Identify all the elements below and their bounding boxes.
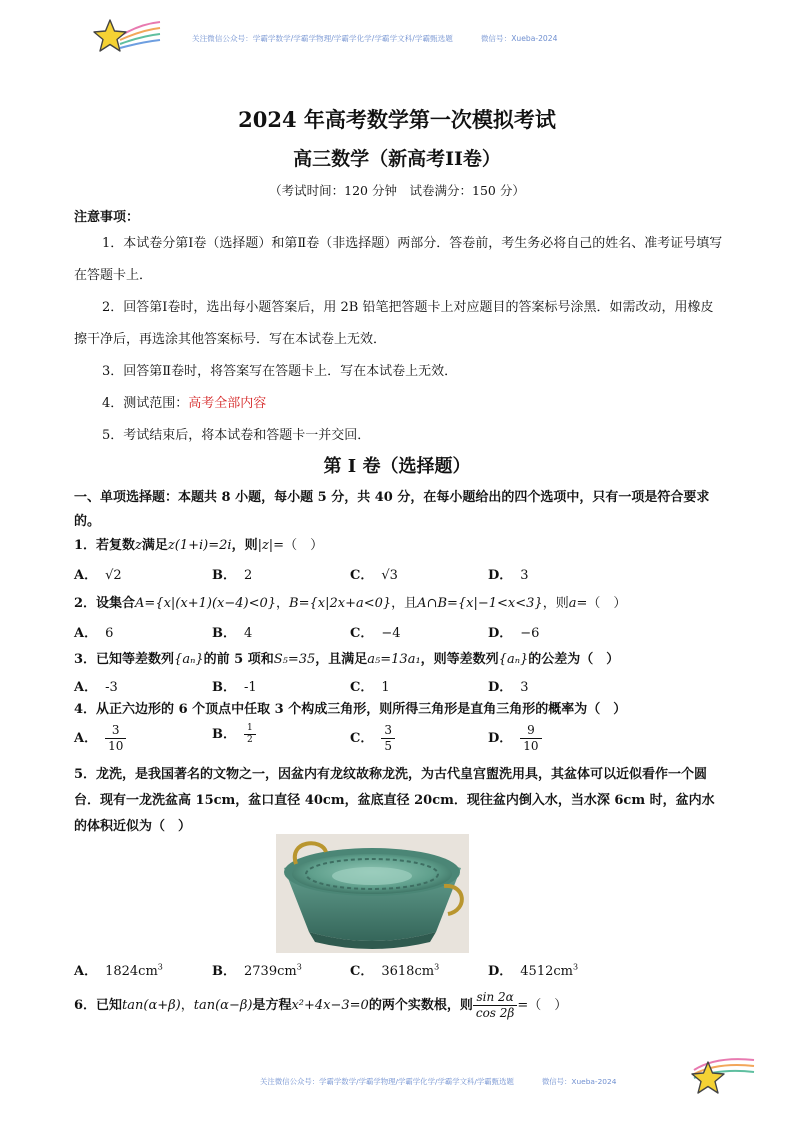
option-b: B． -1 [212,680,257,695]
exam-subtitle: 高三数学（新高考II卷） [293,148,501,170]
test-scope: 高考全部内容 [188,396,267,411]
question-2: 2．设集合A={x|(x+1)(x−4)<0}，B={x|2x+a<0}，且A∩B={x|−1<x<3}，则a=（ ） [74,596,627,611]
header-promo-text [192,33,557,44]
question-3: 3．已知等差数列{aₙ}的前 5 项和S₅=35，且满足a₅=13a₁，则等差数列{aₙ}的公差为（ ） [74,652,620,667]
section-title: 第 I 卷（选择题） [323,456,471,477]
option-a: A． √2 [74,568,122,583]
star-logo-icon [90,14,162,60]
question-4-options [74,720,724,760]
question-1: 1．若复数z满足z(1+i)=2i，则|z|=（ ） [74,538,324,553]
q6-fraction: $\frac{\sin 2\alpha}{\cos 2\beta}$ [473,990,518,1021]
option-a: A． $\frac{3}{10}$ [74,723,126,754]
option-b: B． 2 [212,568,253,583]
option-c: C． √3 [350,568,398,583]
option-c: C． 1 [350,680,390,695]
option-d: D． 3 [488,680,529,695]
option-c: C． $3618cm^3$ [350,962,440,979]
option-c: C． −4 [350,626,401,641]
option-b: B． $2739cm^3$ [212,962,302,979]
footer-wechat-id: 微信号：Xueba-2024 [541,1077,617,1086]
exam-title: 2024 年高考数学第一次模拟考试 [238,107,556,132]
section-instruction: 一、单项选择题：本题共 8 小题，每小题 5 分，共 40 分，在每小题给出的四个选项中，只有一项是符合要求的。 [74,490,710,529]
option-a: A． $1824cm^3$ [74,962,163,979]
option-a: A． -3 [74,680,118,695]
question-5-options [74,960,724,986]
footer-banner-text: 关注微信公众号：学霸学数学/学霸学物理/学霸学化学/学霸学文科/学霸甄选题 [260,1077,514,1086]
question-1-options [74,564,724,590]
dragon-basin-icon [276,834,469,953]
note-item-2: 2．回答第Ⅰ卷时，选出每小题答案后，用 2B 铅笔把答题卡上对应题目的答案标号涂黑．如需改动，用橡皮擦干净后，再选涂其他答案标号．写在本试卷上无效． [74,300,714,347]
exam-info: （考试时间：120 分钟 试卷满分：150 分） [269,183,525,198]
star-logo-icon [686,1052,762,1096]
option-b: B． $\frac{1}{2}$ [212,723,256,746]
question-5: 5．龙洗，是我国著名的文物之一，因盆内有龙纹故称龙洗，为古代皇宫盥洗用具，其盆体可以近似看作一个圆台．现有一龙洗盆高 15cm，盆口直径 40cm，盆底直径 20cm．现往盆内倒入水，当水深 6cm 时，盆内水的体积近似为（ ） [74,767,715,834]
notes-heading: 注意事项： [74,210,140,225]
question-2-options [74,622,724,648]
option-b: B． 4 [212,626,253,641]
question-6: 6．已知tan(α+β)，tan(α−β)是方程x²+4x−3=0的两个实数根，则 $\frac{\sin 2\alpha}{\cos 2\beta}$ =（ ） [74,990,568,1020]
header-banner [0,0,794,80]
header-wechat-id: 微信号：Xueba-2024 [480,34,558,43]
dragon-basin-image [276,834,469,953]
option-d: D． $\frac{9}{10}$ [488,723,542,754]
option-d: D． 3 [488,568,529,583]
header-banner-text: 关注微信公众号：学霸学数学/学霸学物理/学霸学化学/学霸学文科/学霸甄选题 [192,34,453,43]
question-4: 4．从正六边形的 6 个顶点中任取 3 个构成三角形，则所得三角形是直角三角形的概率为（ ） [74,702,627,717]
footer-promo-text [260,1076,616,1087]
note-item-5: 5．考试结束后，将本试卷和答题卡一并交回． [102,428,371,443]
note-item-1: 1．本试卷分第Ⅰ卷（选择题）和第Ⅱ卷（非选择题）两部分．答卷前，考生务必将自己的姓名、准考证号填写在答题卡上． [74,236,723,283]
option-a: A． 6 [74,626,114,641]
option-c: C． $\frac{3}{5}$ [350,723,395,754]
note-item-3: 3．回答第Ⅱ卷时，将答案写在答题卡上．写在本试卷上无效． [102,364,458,379]
option-d: D． $4512cm^3$ [488,962,579,979]
option-d: D． −6 [488,626,540,641]
note-item-4: 4．测试范围：高考全部内容 [102,396,267,411]
